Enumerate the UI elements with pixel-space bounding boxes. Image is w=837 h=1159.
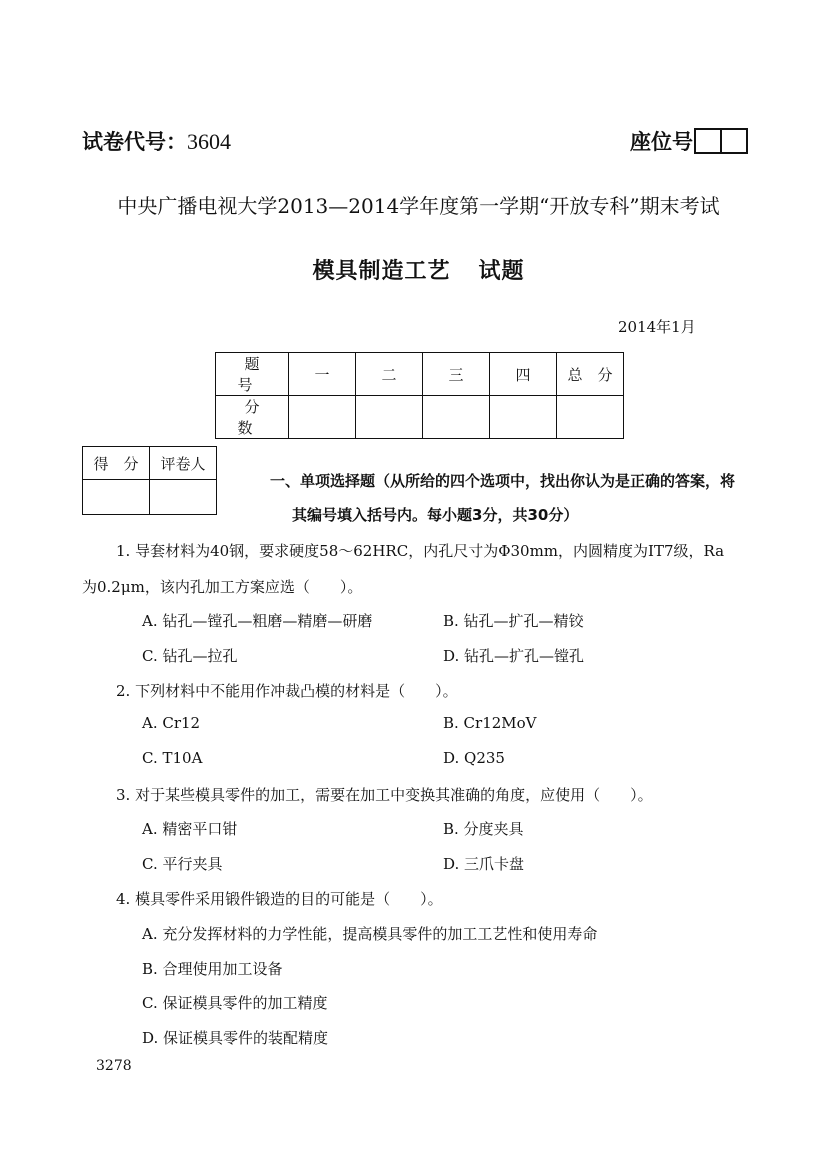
page-number: 3278 — [96, 1058, 132, 1074]
subject-title — [0, 254, 837, 285]
score-table-col: 总 分 — [557, 353, 624, 396]
question-4-line1: 4. 模具零件采用锻件锻造的目的可能是（ ）。 — [116, 890, 443, 908]
question-2-option-b: B. Cr12MoV — [443, 714, 537, 732]
question-3-option-c: C. 平行夹具 — [142, 855, 223, 873]
score-table-col: 二 — [356, 353, 423, 396]
question-4-option-d: D. 保证模具零件的装配精度 — [142, 1029, 329, 1047]
paper-code-label: 试卷代号： — [82, 130, 187, 154]
question-3-option-b: B. 分度夹具 — [443, 820, 524, 838]
seat-number-boxes — [694, 128, 748, 154]
exam-title: 中央广播电视大学2013—2014学年度第一学期“开放专科”期末考试 — [117, 194, 720, 218]
score-table-row-label: 题 号 — [216, 353, 289, 396]
section1-title-line2: 其编号填入括号内。每小题3分，共30分） — [292, 506, 579, 524]
grader-score-cell — [83, 480, 150, 515]
question-1-line2: 为0.2μm，该内孔加工方案应选（ ）。 — [82, 578, 363, 596]
grader-table — [82, 446, 217, 515]
score-table — [215, 352, 624, 439]
question-1-line1: 1. 导套材料为40钢，要求硬度58～62HRC，内孔尺寸为Φ30mm，内圆精度为IT7级，Ra — [116, 542, 725, 560]
question-2-option-a: A. Cr12 — [142, 714, 201, 732]
question-2-line1: 2. 下列材料中不能用作冲裁凸模的材料是（ ）。 — [116, 682, 458, 700]
exam-date: 2014年1月 — [618, 318, 696, 336]
question-1-option-d: D. 钻孔—扩孔—镗孔 — [443, 647, 585, 665]
score-table-col: 一 — [289, 353, 356, 396]
seat-number — [630, 126, 748, 156]
question-1-option-c: C. 钻孔—拉孔 — [142, 647, 238, 665]
subject-suffix: 试题 — [478, 259, 525, 284]
seat-number-label: 座位号 — [630, 130, 693, 154]
section1-title-line1: 一、单项选择题（从所给的四个选项中，找出你认为是正确的答案，将 — [270, 472, 736, 490]
grader-name-cell — [150, 480, 217, 515]
paper-code — [82, 126, 231, 156]
score-table-col: 三 — [423, 353, 490, 396]
question-4-option-a: A. 充分发挥材料的力学性能，提高模具零件的加工工艺性和使用寿命 — [142, 925, 598, 943]
grader-name-label: 评卷人 — [150, 447, 217, 480]
question-2-option-c: C. T10A — [142, 749, 203, 767]
grader-score-label: 得 分 — [83, 447, 150, 480]
question-3-line1: 3. 对于某些模具零件的加工，需要在加工中变换其准确的角度，应使用（ ）。 — [116, 786, 653, 804]
question-4-option-b: B. 合理使用加工设备 — [142, 960, 283, 978]
score-table-header-row — [216, 353, 624, 396]
question-4-option-c: C. 保证模具零件的加工精度 — [142, 994, 328, 1012]
question-3-option-d: D. 三爪卡盘 — [443, 855, 525, 873]
question-1-option-b: B. 钻孔—扩孔—精铰 — [443, 612, 584, 630]
question-1-option-a: A. 钻孔—镗孔—粗磨—精磨—研磨 — [142, 612, 373, 630]
subject-name: 模具制造工艺 — [312, 259, 451, 284]
score-table-col: 四 — [490, 353, 557, 396]
question-3-option-a: A. 精密平口钳 — [142, 820, 238, 838]
score-cell — [423, 396, 490, 439]
score-cell — [490, 396, 557, 439]
paper-code-value: 3604 — [187, 129, 231, 154]
score-cell — [557, 396, 624, 439]
score-table-score-row — [216, 396, 624, 439]
question-2-option-d: D. Q235 — [443, 749, 505, 767]
score-table-row-label: 分 数 — [216, 396, 289, 439]
score-cell — [356, 396, 423, 439]
